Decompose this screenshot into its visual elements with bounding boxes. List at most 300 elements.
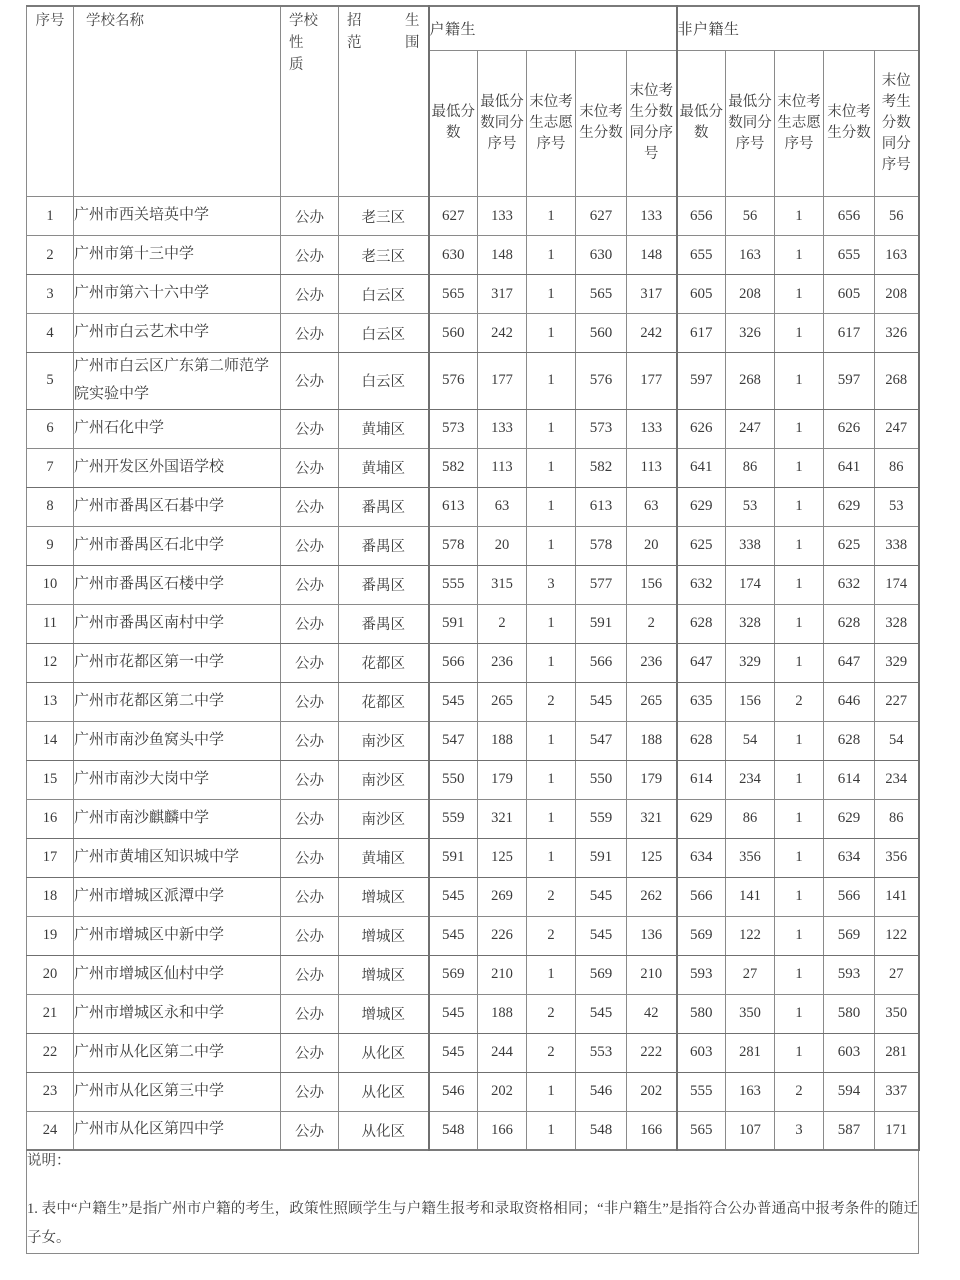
cell-seq: 12 bbox=[27, 643, 74, 682]
cell-school-name: 广州市南沙麒麟中学 bbox=[74, 799, 281, 838]
cell-enroll-range: 花都区 bbox=[339, 682, 429, 721]
cell-household-min-score-rank: 317 bbox=[478, 275, 527, 314]
table-row bbox=[27, 314, 919, 353]
cell-nonhousehold-last-score: 593 bbox=[824, 955, 875, 994]
cell-school-name: 广州市番禺区石碁中学 bbox=[74, 487, 281, 526]
cell-seq: 23 bbox=[27, 1072, 74, 1111]
cell-household-last-score: 627 bbox=[576, 197, 627, 236]
cell-school-name: 广州市第六十六中学 bbox=[74, 275, 281, 314]
cell-nonhousehold-last-score: 580 bbox=[824, 994, 875, 1033]
cell-household-last-score-rank: 136 bbox=[627, 916, 677, 955]
cell-nonhousehold-last-score: 587 bbox=[824, 1111, 875, 1150]
cell-nonhousehold-last-wish-rank: 1 bbox=[775, 1033, 824, 1072]
cell-nonhousehold-last-score-rank: 234 bbox=[875, 760, 919, 799]
cell-enroll-range: 从化区 bbox=[339, 1072, 429, 1111]
cell-nonhousehold-min-score: 580 bbox=[677, 994, 726, 1033]
cell-nonhousehold-min-score: 629 bbox=[677, 799, 726, 838]
cell-nonhousehold-last-score-rank: 54 bbox=[875, 721, 919, 760]
cell-nonhousehold-last-score-rank: 171 bbox=[875, 1111, 919, 1150]
cell-nonhousehold-last-score-rank: 86 bbox=[875, 799, 919, 838]
table-row bbox=[27, 353, 919, 410]
cell-household-last-score: 591 bbox=[576, 604, 627, 643]
cell-nonhousehold-last-wish-rank: 1 bbox=[775, 353, 824, 410]
table-row bbox=[27, 877, 919, 916]
cell-nonhousehold-min-score-rank: 54 bbox=[726, 721, 775, 760]
cell-household-min-score-rank: 166 bbox=[478, 1111, 527, 1150]
cell-nonhousehold-min-score: 628 bbox=[677, 604, 726, 643]
cell-enroll-range: 番禺区 bbox=[339, 565, 429, 604]
cell-nonhousehold-last-wish-rank: 1 bbox=[775, 643, 824, 682]
cell-nonhousehold-min-score-rank: 247 bbox=[726, 409, 775, 448]
header-h-min-score-rank bbox=[478, 50, 527, 196]
cell-nonhousehold-min-score: 628 bbox=[677, 721, 726, 760]
cell-nonhousehold-min-score-rank: 163 bbox=[726, 1072, 775, 1111]
note-title: 说明： bbox=[27, 1153, 71, 1169]
cell-household-last-score: 545 bbox=[576, 877, 627, 916]
cell-school-name: 广州市番禺区石楼中学 bbox=[74, 565, 281, 604]
cell-school-name: 广州市南沙鱼窝头中学 bbox=[74, 721, 281, 760]
header-n-last-score-rank-label: 末位考生分数同分序号 bbox=[881, 72, 911, 173]
cell-household-last-score-rank: 133 bbox=[627, 197, 677, 236]
cell-nonhousehold-min-score-rank: 234 bbox=[726, 760, 775, 799]
cell-school-name: 广州市番禺区石北中学 bbox=[74, 526, 281, 565]
table-row bbox=[27, 916, 919, 955]
cell-nonhousehold-last-score: 629 bbox=[824, 487, 875, 526]
cell-household-last-score-rank: 222 bbox=[627, 1033, 677, 1072]
cell-nonhousehold-last-score-rank: 268 bbox=[875, 353, 919, 410]
cell-seq: 19 bbox=[27, 916, 74, 955]
cell-household-min-score-rank: 321 bbox=[478, 799, 527, 838]
cell-enroll-range: 从化区 bbox=[339, 1111, 429, 1150]
cell-household-last-wish-rank: 2 bbox=[527, 916, 576, 955]
cell-nonhousehold-last-score: 628 bbox=[824, 721, 875, 760]
table-row bbox=[27, 682, 919, 721]
cell-household-min-score: 547 bbox=[429, 721, 478, 760]
cell-household-last-wish-rank: 1 bbox=[527, 721, 576, 760]
cell-enroll-range: 白云区 bbox=[339, 275, 429, 314]
cell-school-nature: 公办 bbox=[281, 721, 339, 760]
header-h-last-wish-rank-label: 末位考生志愿序号 bbox=[529, 93, 573, 152]
cell-enroll-range: 从化区 bbox=[339, 1033, 429, 1072]
cell-school-nature: 公办 bbox=[281, 1111, 339, 1150]
header-h-last-score bbox=[576, 50, 627, 196]
header-group-household: 户籍生 bbox=[429, 6, 677, 50]
header-group-non-household: 非户籍生 bbox=[677, 6, 919, 50]
table-row bbox=[27, 275, 919, 314]
cell-nonhousehold-last-wish-rank: 2 bbox=[775, 682, 824, 721]
cell-household-min-score-rank: 188 bbox=[478, 721, 527, 760]
cell-school-nature: 公办 bbox=[281, 197, 339, 236]
cell-household-last-wish-rank: 1 bbox=[527, 955, 576, 994]
cell-household-min-score-rank: 188 bbox=[478, 994, 527, 1033]
table-row bbox=[27, 409, 919, 448]
cell-household-min-score: 627 bbox=[429, 197, 478, 236]
cell-household-last-score-rank: 179 bbox=[627, 760, 677, 799]
cell-nonhousehold-last-score: 603 bbox=[824, 1033, 875, 1072]
header-seq bbox=[27, 6, 74, 197]
header-h-last-wish-rank bbox=[527, 50, 576, 196]
cell-nonhousehold-last-score-rank: 208 bbox=[875, 275, 919, 314]
cell-enroll-range: 增城区 bbox=[339, 916, 429, 955]
table-row bbox=[27, 448, 919, 487]
cell-school-name: 广州市花都区第一中学 bbox=[74, 643, 281, 682]
header-enroll-range bbox=[339, 6, 429, 197]
cell-school-nature: 公办 bbox=[281, 994, 339, 1033]
cell-nonhousehold-min-score: 614 bbox=[677, 760, 726, 799]
cell-nonhousehold-last-score-rank: 338 bbox=[875, 526, 919, 565]
table-header bbox=[27, 6, 919, 197]
cell-nonhousehold-min-score-rank: 107 bbox=[726, 1111, 775, 1150]
cell-nonhousehold-min-score: 634 bbox=[677, 838, 726, 877]
cell-school-name: 广州市第十三中学 bbox=[74, 236, 281, 275]
cell-nonhousehold-last-wish-rank: 1 bbox=[775, 604, 824, 643]
cell-seq: 1 bbox=[27, 197, 74, 236]
cell-nonhousehold-last-score: 594 bbox=[824, 1072, 875, 1111]
cell-household-last-wish-rank: 1 bbox=[527, 236, 576, 275]
cell-nonhousehold-last-score-rank: 122 bbox=[875, 916, 919, 955]
cell-nonhousehold-min-score: 647 bbox=[677, 643, 726, 682]
header-enroll-range-line2: 范围 bbox=[347, 34, 420, 51]
cell-nonhousehold-last-wish-rank: 3 bbox=[775, 1111, 824, 1150]
cell-seq: 5 bbox=[27, 353, 74, 410]
cell-nonhousehold-last-score-rank: 141 bbox=[875, 877, 919, 916]
cell-nonhousehold-last-wish-rank: 2 bbox=[775, 1072, 824, 1111]
cell-household-last-score-rank: 317 bbox=[627, 275, 677, 314]
header-n-min-score-rank-label: 最低分数同分序号 bbox=[728, 93, 772, 152]
cell-household-last-score: 582 bbox=[576, 448, 627, 487]
cell-school-nature: 公办 bbox=[281, 682, 339, 721]
cell-household-last-score: 569 bbox=[576, 955, 627, 994]
cell-household-last-score: 565 bbox=[576, 275, 627, 314]
cell-school-nature: 公办 bbox=[281, 760, 339, 799]
cell-household-min-score: 545 bbox=[429, 1033, 478, 1072]
cell-nonhousehold-min-score-rank: 86 bbox=[726, 799, 775, 838]
cell-household-last-score-rank: 188 bbox=[627, 721, 677, 760]
cell-household-last-score-rank: 242 bbox=[627, 314, 677, 353]
cell-household-last-score-rank: 113 bbox=[627, 448, 677, 487]
cell-nonhousehold-last-score: 641 bbox=[824, 448, 875, 487]
header-enroll-range-line1: 招生 bbox=[347, 13, 420, 29]
cell-school-nature: 公办 bbox=[281, 916, 339, 955]
cell-nonhousehold-last-score-rank: 350 bbox=[875, 994, 919, 1033]
header-school-name bbox=[74, 6, 281, 197]
cell-household-last-score: 548 bbox=[576, 1111, 627, 1150]
cell-household-last-score: 545 bbox=[576, 994, 627, 1033]
cell-seq: 6 bbox=[27, 409, 74, 448]
admission-score-table bbox=[26, 5, 920, 1254]
table-row bbox=[27, 994, 919, 1033]
cell-household-last-wish-rank: 3 bbox=[527, 565, 576, 604]
cell-nonhousehold-last-wish-rank: 1 bbox=[775, 487, 824, 526]
cell-enroll-range: 番禺区 bbox=[339, 487, 429, 526]
cell-nonhousehold-last-score: 629 bbox=[824, 799, 875, 838]
cell-nonhousehold-last-score-rank: 326 bbox=[875, 314, 919, 353]
cell-nonhousehold-min-score-rank: 86 bbox=[726, 448, 775, 487]
cell-school-name: 广州市从化区第三中学 bbox=[74, 1072, 281, 1111]
cell-household-last-score: 547 bbox=[576, 721, 627, 760]
cell-enroll-range: 老三区 bbox=[339, 197, 429, 236]
table-row bbox=[27, 526, 919, 565]
note-cell bbox=[27, 1150, 919, 1253]
cell-household-min-score-rank: 202 bbox=[478, 1072, 527, 1111]
cell-nonhousehold-last-wish-rank: 1 bbox=[775, 197, 824, 236]
table-footer bbox=[27, 1150, 919, 1253]
table-row bbox=[27, 487, 919, 526]
cell-nonhousehold-min-score: 597 bbox=[677, 353, 726, 410]
cell-household-min-score: 545 bbox=[429, 877, 478, 916]
table-row bbox=[27, 721, 919, 760]
cell-enroll-range: 南沙区 bbox=[339, 799, 429, 838]
cell-nonhousehold-last-score: 647 bbox=[824, 643, 875, 682]
cell-school-name: 广州市增城区仙村中学 bbox=[74, 955, 281, 994]
cell-nonhousehold-min-score: 565 bbox=[677, 1111, 726, 1150]
cell-school-nature: 公办 bbox=[281, 565, 339, 604]
header-school-nature-line2: 质 bbox=[289, 56, 304, 73]
table-row bbox=[27, 799, 919, 838]
cell-nonhousehold-min-score-rank: 329 bbox=[726, 643, 775, 682]
cell-household-last-wish-rank: 1 bbox=[527, 526, 576, 565]
cell-household-last-wish-rank: 1 bbox=[527, 643, 576, 682]
cell-household-last-wish-rank: 1 bbox=[527, 314, 576, 353]
cell-nonhousehold-min-score: 569 bbox=[677, 916, 726, 955]
cell-nonhousehold-last-score-rank: 227 bbox=[875, 682, 919, 721]
cell-enroll-range: 黄埔区 bbox=[339, 448, 429, 487]
cell-nonhousehold-min-score: 655 bbox=[677, 236, 726, 275]
cell-nonhousehold-last-score: 625 bbox=[824, 526, 875, 565]
cell-household-min-score: 545 bbox=[429, 682, 478, 721]
cell-enroll-range: 黄埔区 bbox=[339, 838, 429, 877]
cell-nonhousehold-last-score-rank: 328 bbox=[875, 604, 919, 643]
cell-household-min-score: 578 bbox=[429, 526, 478, 565]
cell-seq: 15 bbox=[27, 760, 74, 799]
cell-household-last-score-rank: 265 bbox=[627, 682, 677, 721]
cell-household-min-score: 548 bbox=[429, 1111, 478, 1150]
cell-household-min-score-rank: 269 bbox=[478, 877, 527, 916]
cell-household-min-score: 576 bbox=[429, 353, 478, 410]
cell-nonhousehold-last-score-rank: 86 bbox=[875, 448, 919, 487]
cell-nonhousehold-min-score: 566 bbox=[677, 877, 726, 916]
note-item-1: 1. 表中“户籍生”是指广州市户籍的考生，政策性照顾学生与户籍生报考和录取资格相同；“非户籍生”是指符合公办普通高中报考条件的随迁子女。 bbox=[27, 1200, 919, 1246]
cell-household-last-wish-rank: 1 bbox=[527, 1072, 576, 1111]
cell-school-name: 广州市番禺区南村中学 bbox=[74, 604, 281, 643]
header-h-last-score-rank bbox=[627, 50, 677, 196]
header-school-nature bbox=[281, 6, 339, 197]
cell-nonhousehold-last-score-rank: 356 bbox=[875, 838, 919, 877]
table-row bbox=[27, 1111, 919, 1150]
cell-enroll-range: 番禺区 bbox=[339, 604, 429, 643]
cell-household-min-score-rank: 133 bbox=[478, 409, 527, 448]
cell-nonhousehold-last-score: 634 bbox=[824, 838, 875, 877]
cell-nonhousehold-min-score-rank: 350 bbox=[726, 994, 775, 1033]
header-group-row bbox=[27, 6, 919, 50]
cell-nonhousehold-last-score: 569 bbox=[824, 916, 875, 955]
cell-nonhousehold-last-score: 626 bbox=[824, 409, 875, 448]
table-row bbox=[27, 643, 919, 682]
cell-household-min-score-rank: 210 bbox=[478, 955, 527, 994]
cell-nonhousehold-last-score-rank: 56 bbox=[875, 197, 919, 236]
cell-household-last-score-rank: 202 bbox=[627, 1072, 677, 1111]
cell-nonhousehold-min-score: 617 bbox=[677, 314, 726, 353]
cell-nonhousehold-last-wish-rank: 1 bbox=[775, 838, 824, 877]
cell-household-last-score: 559 bbox=[576, 799, 627, 838]
table-row bbox=[27, 604, 919, 643]
cell-school-nature: 公办 bbox=[281, 353, 339, 410]
cell-nonhousehold-last-score: 632 bbox=[824, 565, 875, 604]
cell-school-name: 广州开发区外国语学校 bbox=[74, 448, 281, 487]
cell-nonhousehold-min-score: 603 bbox=[677, 1033, 726, 1072]
cell-seq: 9 bbox=[27, 526, 74, 565]
header-n-last-score bbox=[824, 50, 875, 196]
cell-household-last-score: 545 bbox=[576, 916, 627, 955]
header-enroll-range-label bbox=[339, 7, 428, 196]
cell-nonhousehold-last-wish-rank: 1 bbox=[775, 275, 824, 314]
cell-nonhousehold-last-score-rank: 27 bbox=[875, 955, 919, 994]
cell-nonhousehold-min-score-rank: 163 bbox=[726, 236, 775, 275]
header-n-last-wish-rank bbox=[775, 50, 824, 196]
cell-household-min-score: 569 bbox=[429, 955, 478, 994]
header-h-min-score-label: 最低分数 bbox=[431, 104, 475, 142]
cell-household-min-score: 545 bbox=[429, 994, 478, 1033]
cell-household-last-score: 560 bbox=[576, 314, 627, 353]
cell-nonhousehold-last-score-rank: 163 bbox=[875, 236, 919, 275]
cell-seq: 16 bbox=[27, 799, 74, 838]
cell-school-name: 广州市白云艺术中学 bbox=[74, 314, 281, 353]
cell-seq: 11 bbox=[27, 604, 74, 643]
cell-household-min-score: 566 bbox=[429, 643, 478, 682]
cell-seq: 21 bbox=[27, 994, 74, 1033]
cell-household-min-score-rank: 242 bbox=[478, 314, 527, 353]
cell-nonhousehold-last-score-rank: 247 bbox=[875, 409, 919, 448]
cell-household-last-wish-rank: 1 bbox=[527, 448, 576, 487]
cell-seq: 17 bbox=[27, 838, 74, 877]
cell-household-last-score: 545 bbox=[576, 682, 627, 721]
cell-nonhousehold-last-score: 656 bbox=[824, 197, 875, 236]
cell-household-min-score-rank: 63 bbox=[478, 487, 527, 526]
cell-household-min-score: 613 bbox=[429, 487, 478, 526]
table-row bbox=[27, 236, 919, 275]
header-seq-label: 序号 bbox=[35, 13, 65, 29]
cell-household-last-score-rank: 148 bbox=[627, 236, 677, 275]
table-row bbox=[27, 1072, 919, 1111]
cell-enroll-range: 增城区 bbox=[339, 994, 429, 1033]
cell-nonhousehold-last-wish-rank: 1 bbox=[775, 721, 824, 760]
cell-household-min-score-rank: 148 bbox=[478, 236, 527, 275]
cell-seq: 10 bbox=[27, 565, 74, 604]
cell-seq: 2 bbox=[27, 236, 74, 275]
cell-household-last-score: 550 bbox=[576, 760, 627, 799]
cell-household-min-score: 573 bbox=[429, 409, 478, 448]
cell-school-nature: 公办 bbox=[281, 314, 339, 353]
table-row bbox=[27, 838, 919, 877]
header-school-nature-line1: 学校性 bbox=[289, 13, 318, 51]
cell-seq: 13 bbox=[27, 682, 74, 721]
cell-school-nature: 公办 bbox=[281, 275, 339, 314]
cell-nonhousehold-last-wish-rank: 1 bbox=[775, 955, 824, 994]
cell-school-nature: 公办 bbox=[281, 448, 339, 487]
cell-household-last-wish-rank: 1 bbox=[527, 487, 576, 526]
cell-household-last-wish-rank: 1 bbox=[527, 1111, 576, 1150]
cell-nonhousehold-last-wish-rank: 1 bbox=[775, 994, 824, 1033]
cell-household-last-wish-rank: 1 bbox=[527, 275, 576, 314]
cell-household-last-score-rank: 2 bbox=[627, 604, 677, 643]
cell-nonhousehold-min-score-rank: 268 bbox=[726, 353, 775, 410]
cell-nonhousehold-last-wish-rank: 1 bbox=[775, 565, 824, 604]
cell-household-last-score-rank: 166 bbox=[627, 1111, 677, 1150]
cell-nonhousehold-min-score-rank: 356 bbox=[726, 838, 775, 877]
cell-school-name: 广州市西关培英中学 bbox=[74, 197, 281, 236]
cell-household-last-wish-rank: 1 bbox=[527, 760, 576, 799]
cell-nonhousehold-last-score-rank: 329 bbox=[875, 643, 919, 682]
cell-household-last-wish-rank: 1 bbox=[527, 799, 576, 838]
cell-school-nature: 公办 bbox=[281, 487, 339, 526]
cell-household-last-wish-rank: 1 bbox=[527, 838, 576, 877]
cell-household-last-score: 546 bbox=[576, 1072, 627, 1111]
cell-school-name: 广州市南沙大岗中学 bbox=[74, 760, 281, 799]
cell-nonhousehold-min-score-rank: 208 bbox=[726, 275, 775, 314]
cell-seq: 7 bbox=[27, 448, 74, 487]
cell-nonhousehold-min-score: 626 bbox=[677, 409, 726, 448]
cell-nonhousehold-last-wish-rank: 1 bbox=[775, 236, 824, 275]
cell-school-name: 广州市增城区中新中学 bbox=[74, 916, 281, 955]
cell-seq: 3 bbox=[27, 275, 74, 314]
cell-school-nature: 公办 bbox=[281, 526, 339, 565]
cell-school-name: 广州市增城区派潭中学 bbox=[74, 877, 281, 916]
cell-nonhousehold-min-score-rank: 326 bbox=[726, 314, 775, 353]
cell-enroll-range: 白云区 bbox=[339, 314, 429, 353]
cell-enroll-range: 增城区 bbox=[339, 877, 429, 916]
cell-household-min-score-rank: 226 bbox=[478, 916, 527, 955]
cell-household-min-score-rank: 177 bbox=[478, 353, 527, 410]
cell-household-min-score: 582 bbox=[429, 448, 478, 487]
cell-school-nature: 公办 bbox=[281, 1072, 339, 1111]
cell-nonhousehold-last-score-rank: 53 bbox=[875, 487, 919, 526]
cell-household-last-wish-rank: 1 bbox=[527, 604, 576, 643]
header-h-min-score bbox=[429, 50, 478, 196]
cell-enroll-range: 黄埔区 bbox=[339, 409, 429, 448]
note-row bbox=[27, 1150, 919, 1253]
cell-nonhousehold-min-score-rank: 156 bbox=[726, 682, 775, 721]
cell-household-min-score: 550 bbox=[429, 760, 478, 799]
cell-nonhousehold-last-score: 614 bbox=[824, 760, 875, 799]
cell-school-nature: 公办 bbox=[281, 643, 339, 682]
cell-household-last-score: 573 bbox=[576, 409, 627, 448]
cell-enroll-range: 老三区 bbox=[339, 236, 429, 275]
header-n-last-score-rank bbox=[875, 50, 919, 196]
cell-household-min-score-rank: 125 bbox=[478, 838, 527, 877]
cell-household-last-score: 578 bbox=[576, 526, 627, 565]
cell-school-name: 广州市花都区第二中学 bbox=[74, 682, 281, 721]
cell-seq: 4 bbox=[27, 314, 74, 353]
cell-household-min-score-rank: 20 bbox=[478, 526, 527, 565]
cell-nonhousehold-last-score: 628 bbox=[824, 604, 875, 643]
header-n-min-score-rank bbox=[726, 50, 775, 196]
cell-household-last-score-rank: 210 bbox=[627, 955, 677, 994]
cell-household-last-score: 591 bbox=[576, 838, 627, 877]
cell-school-nature: 公办 bbox=[281, 955, 339, 994]
cell-enroll-range: 番禺区 bbox=[339, 526, 429, 565]
header-h-last-score-rank-label: 末位考生分数同分序号 bbox=[629, 83, 673, 163]
cell-school-name: 广州石化中学 bbox=[74, 409, 281, 448]
cell-household-last-score-rank: 177 bbox=[627, 353, 677, 410]
cell-household-min-score: 630 bbox=[429, 236, 478, 275]
cell-school-nature: 公办 bbox=[281, 409, 339, 448]
cell-nonhousehold-min-score-rank: 27 bbox=[726, 955, 775, 994]
cell-school-nature: 公办 bbox=[281, 799, 339, 838]
cell-household-last-score-rank: 156 bbox=[627, 565, 677, 604]
cell-household-last-score: 613 bbox=[576, 487, 627, 526]
header-n-min-score bbox=[677, 50, 726, 196]
cell-nonhousehold-last-score-rank: 174 bbox=[875, 565, 919, 604]
